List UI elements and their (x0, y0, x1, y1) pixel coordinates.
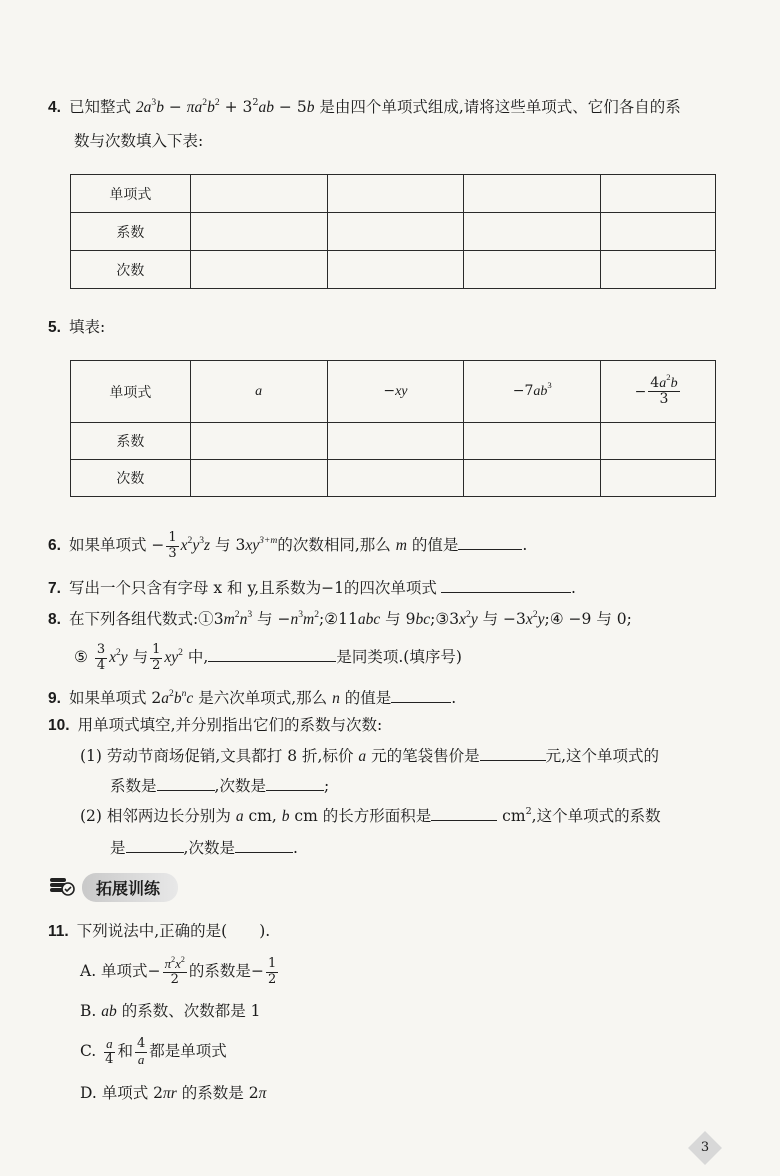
page-number: 3 (688, 1131, 722, 1165)
q7-line: 7. 写出一个只含有字母 x 和 y,且系数为−1的四次单项式 . (48, 576, 576, 600)
books-icon (48, 872, 76, 902)
choice-b[interactable]: B. ab 的系数、次数都是 1 (80, 1002, 261, 1020)
table-row-label: 单项式 (71, 175, 191, 213)
section-banner (48, 872, 178, 902)
answer-blank[interactable] (480, 744, 546, 761)
choice-d[interactable]: D. 单项式 2πr 的系数是 2π (80, 1084, 267, 1102)
monomial-7ab3: $-7ab^3$ (464, 361, 601, 423)
table-row-label: 系数 (71, 423, 191, 460)
q6-line: 6. 如果单项式 − $\frac{1}{3}$ $x^2y^3z$ 与 $3xy^{3+m}$的次数相同,那么 m 的值是 . (48, 530, 528, 561)
q9-line: 9. 如果单项式 $2a^2b^nc$ 是六次单项式,那么 n 的值是 . (48, 687, 457, 707)
choice-a[interactable]: A. 单项式− $\frac{\pi^2x^2}{2}$ 的系数是− $\frac{1}{2}$ (80, 955, 277, 987)
monomial-xy: −xy (327, 361, 464, 423)
q4-line2: 数与次数填入下表: (74, 132, 204, 150)
q5-table (70, 360, 716, 497)
table-row-label: 次数 (71, 251, 191, 289)
answer-blank[interactable] (235, 836, 293, 853)
q4-line1: 4. 已知整式 $2a^3b - \pi a^2b^2 + 3^2ab - 5b$ 是由四个单项式组成,请将这些单项式、它们各自的系 (48, 96, 681, 116)
monomial-a: a (190, 361, 327, 423)
q10-part2-line1: (2) 相邻两边长分别为 a cm, b cm 的长方形面积是 $cm^2$,这个单项式的系数 (80, 805, 661, 825)
answer-blank[interactable] (441, 576, 571, 593)
choice-c[interactable]: C. $\frac{a}{4}$ 和 $\frac{4}{a}$ 都是单项式 (80, 1036, 227, 1067)
q5-line: 5. 填表: (48, 318, 106, 336)
answer-blank[interactable] (266, 774, 324, 791)
section-title: 拓展训练 (82, 873, 178, 902)
q11-line: 11. 下列说法中,正确的是( ). (48, 922, 271, 940)
q10-line: 10. 用单项式填空,并分别指出它们的系数与次数: (48, 716, 383, 734)
q8-line1: 8. 在下列各组代数式$:①3m^2n^3$ 与 $-n^3m^2;②11abc$ 与 $9bc;③3x^2y$ 与 $-3x^2y;④ -9$ 与 0; (48, 608, 632, 628)
q10-part1-line1: (1) 劳动节商场促销,文具都打 8 折,标价 a 元的笔袋售价是 元,这个单项式的 (80, 744, 659, 768)
table-row-label: 次数 (71, 460, 191, 497)
q8-line2: ⑤ $\frac{3}{4}$ $x^2y$ 与 $\frac{1}{2}$ $xy^2$ 中, 是同类项.(填序号) (74, 642, 462, 673)
answer-blank[interactable] (391, 686, 451, 703)
answer-blank[interactable] (126, 836, 184, 853)
answer-blank[interactable] (208, 645, 336, 662)
answer-blank[interactable] (431, 804, 497, 821)
table-row-label: 系数 (71, 213, 191, 251)
answer-blank[interactable] (157, 774, 215, 791)
q4-table (70, 174, 716, 289)
answer-blank[interactable] (458, 533, 522, 550)
monomial-frac: − $\frac{4a^2b}{3}$ (601, 361, 716, 423)
q10-part1-line2: 系数是 ,次数是 ; (110, 774, 329, 797)
q10-part2-line2: 是 ,次数是 . (110, 836, 298, 859)
table-row-label: 单项式 (71, 361, 191, 423)
